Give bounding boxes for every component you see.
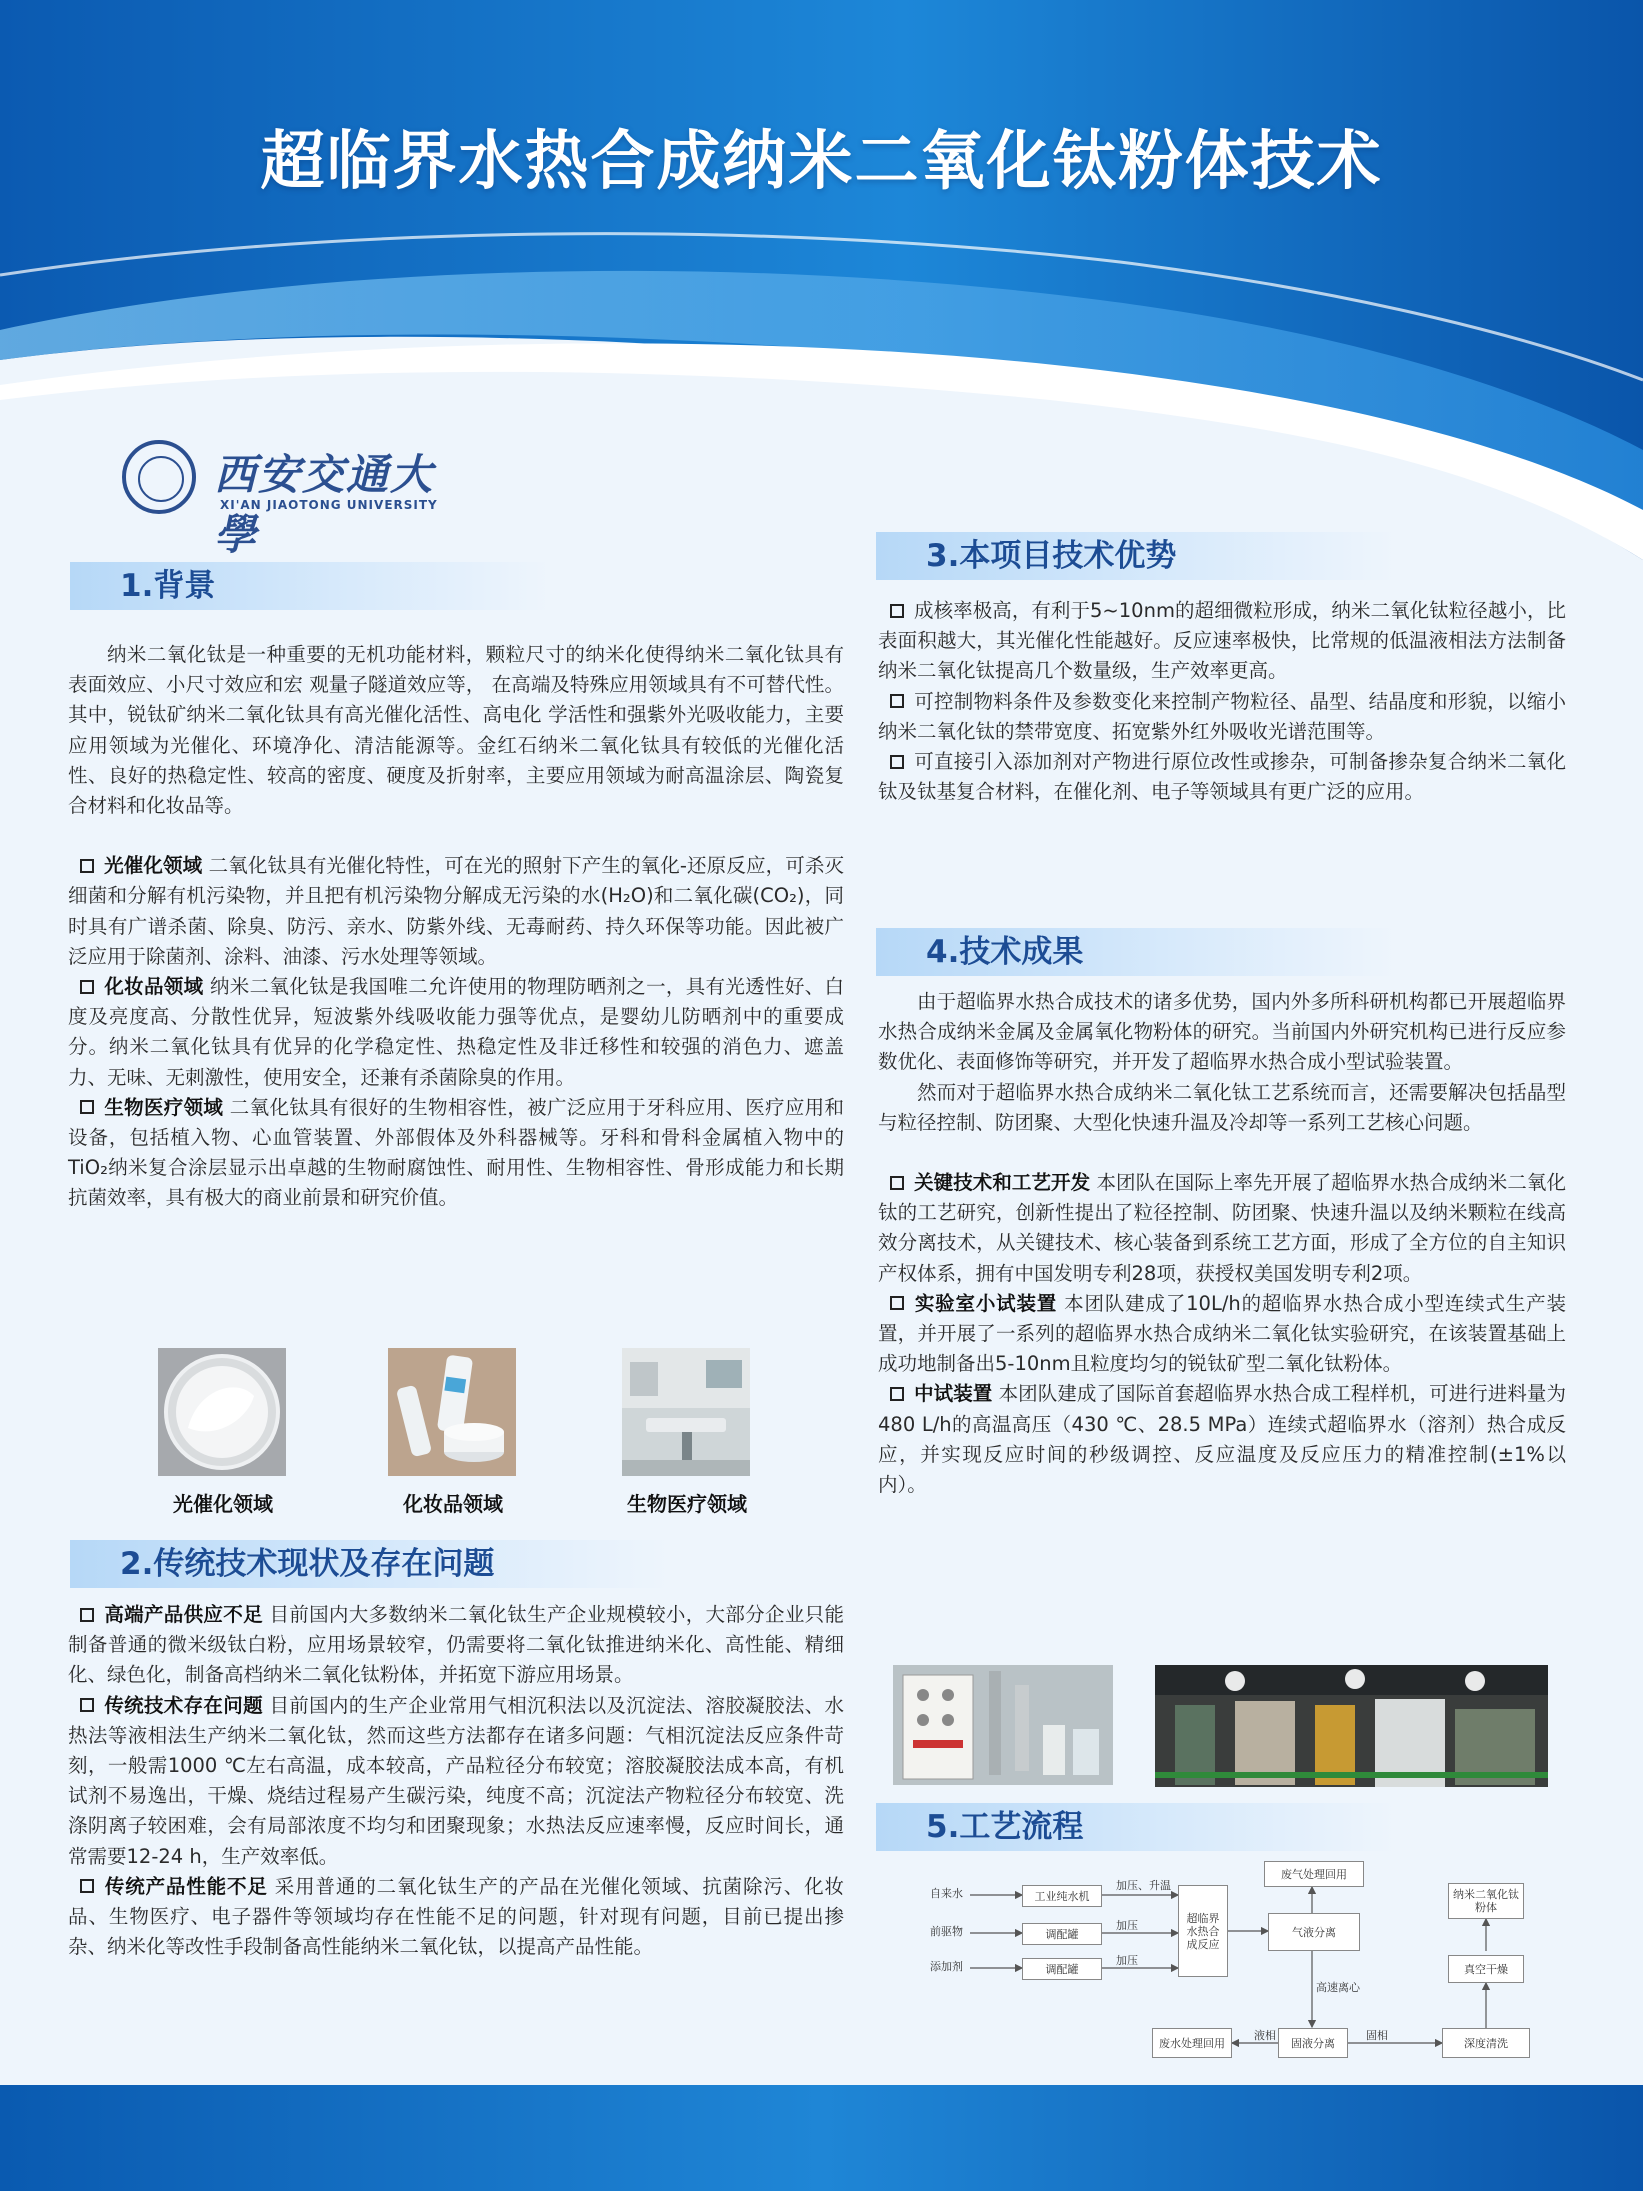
flow-node-tank1: 调配罐 bbox=[1022, 1923, 1102, 1945]
cosmetics-photo bbox=[388, 1348, 516, 1476]
flow-edge-pressurize: 加压 bbox=[1116, 1919, 1138, 1932]
flow-node-product: 纳米二氧化钛粉体 bbox=[1448, 1883, 1524, 1919]
poster-title: 超临界水热合成纳米二氧化钛粉体技术 bbox=[260, 125, 1383, 199]
flow-node-purifier: 工业纯水机 bbox=[1022, 1885, 1102, 1907]
flow-label-additive: 添加剂 bbox=[930, 1960, 963, 1973]
results-paragraph: 由于超临界水热合成技术的诸多优势，国内外多所科研机构都已开展超临界水热合成纳米金属及金属氧化物粉体的研究。当前国内外研究机构已进行反应参数优化、表面修饰等研究，并开发了超临界水热合成小型试验装置。 bbox=[878, 990, 1566, 1074]
flow-edge-centrifuge: 高速离心 bbox=[1316, 1981, 1360, 1994]
results-text bbox=[878, 987, 1566, 1500]
background-item: 化妆品领域 纳米二氧化钛是我国唯二允许使用的物理防晒剂之一，具有光透性好、白度及亮度高、分散性优异，短波紫外线吸收能力强等优点，是婴幼儿防晒剂中的重要成分。纳米二氧化钛具有优异的化学稳定性、热稳定性及非迁移性和较强的消色力、遮盖力、无味、无刺激性，使用安全，还兼有杀菌除臭的作用。 bbox=[68, 975, 844, 1089]
flow-label-water: 自来水 bbox=[930, 1887, 963, 1900]
pilot-plant-photo bbox=[1155, 1665, 1548, 1787]
tradition-item: 传统产品性能不足 采用普通的二氧化钛生产的产品在光催化领域、抗菌除污、化妆品、生物医疗、电子器件等领域均存在性能不足的问题，针对现有问题，目前已提出掺杂、纳米化等改性手段制备高性能纳米二氧化钛，以提高产品性能。 bbox=[68, 1874, 844, 1959]
flow-node-gas-liquid: 气液分离 bbox=[1268, 1913, 1360, 1951]
caption-photocatalysis: 光催化领域 bbox=[173, 1492, 273, 1516]
background-item: 生物医疗领域 二氧化钛具有很好的生物相容性，被广泛应用于牙科应用、医疗应用和设备，包括植入物、心血管装置、外部假体及外科器械等。牙科和骨科金属植入物中的TiO₂纳米复合涂层显示出卓越的生物耐腐蚀性、耐用性、生物相容性、骨形成能力和长期抗菌效率，具有极大的商业前景和研究价值。 bbox=[68, 1095, 844, 1210]
advantage-item: 可控制物料条件及参数变化来控制产物粒径、晶型、结晶度和形貌，以缩小纳米二氧化钛的禁带宽度、拓宽紫外红外吸收光谱范围等。 bbox=[878, 689, 1566, 743]
university-name-en: XI'AN JIAOTONG UNIVERSITY bbox=[220, 498, 438, 512]
flow-node-waste-gas: 废气处理回用 bbox=[1264, 1861, 1364, 1887]
bullet-square-icon bbox=[890, 694, 904, 708]
flow-edge-pressurize: 加压 bbox=[1116, 1954, 1138, 1967]
bullet-square-icon bbox=[80, 1879, 94, 1893]
flow-node-reactor: 超临界水热合成反应 bbox=[1178, 1885, 1228, 1977]
section-heading-results: 4.技术成果 bbox=[876, 928, 1396, 976]
flow-edge-solid: 固相 bbox=[1366, 2029, 1388, 2042]
background-intro: 纳米二氧化钛是一种重要的无机功能材料，颗粒尺寸的纳米化使得纳米二氧化钛具有表面效应、小尺寸效应和宏 观量子隧道效应等， 在高端及特殊应用领域具有不可替代性。其中，锐钛矿纳米二氧化钛具有高光催化活性、高电化 学活性和强紫外光吸收能力，主要应用领域为光催化、环境净化、清洁能源等。金红石纳米二氧化钛具有较低的光催化活性、良好的热稳定性、较高的密度、硬度及折射率，主要应用领域为耐高温涂层、陶瓷复合材料和化妆品等。 bbox=[68, 643, 844, 818]
bullet-square-icon bbox=[80, 1100, 94, 1114]
flow-node-tank2: 调配罐 bbox=[1022, 1958, 1102, 1980]
section-heading-process: 5.工艺流程 bbox=[876, 1803, 1396, 1851]
flow-node-solid-liquid: 固液分离 bbox=[1278, 2028, 1348, 2058]
tradition-text bbox=[68, 1600, 844, 1962]
bullet-square-icon bbox=[890, 755, 904, 769]
section-heading-advantages: 3.本项目技术优势 bbox=[876, 532, 1396, 580]
caption-medical: 生物医疗领域 bbox=[627, 1492, 747, 1516]
results-item: 实验室小试装置 本团队建成了10L/h的超临界水热合成小型连续式生产装置，并开展了一系列的超临界水热合成纳米二氧化钛实验研究，在该装置基础上成功地制备出5-10nm且粒度均匀的锐钛矿型二氧化钛粉体。 bbox=[878, 1291, 1566, 1376]
flow-edge-liquid: 液相 bbox=[1254, 2029, 1276, 2042]
advantages-text bbox=[878, 596, 1566, 807]
section-heading-background: 1.背景 bbox=[70, 562, 550, 610]
tradition-item: 传统技术存在问题 目前国内的生产企业常用气相沉积法以及沉淀法、溶胶凝胶法、水热法等液相法生产纳米二氧化钛，然而这些方法都存在诸多问题：气相沉淀法反应条件苛刻，一般需1000 ℃左右高温，成本较高，产品粒径分布较宽；溶胶凝胶法成本高，有机试剂不易逸出，干燥、烧结过程易产生碳污染，纯度不高；沉淀法产物粒径分布较宽、洗涤阴离子较困难，会有局部浓度不均匀和团聚现象；水热法反应速率慢，反应时间长，通常需要12-24 h，生产效率低。 bbox=[68, 1693, 844, 1868]
flow-node-waste-water: 废水处理回用 bbox=[1152, 2028, 1232, 2058]
lab-device-photo bbox=[893, 1665, 1113, 1785]
section-heading-tradition: 2.传统技术现状及存在问题 bbox=[70, 1540, 670, 1588]
flow-edge-heat: 加压、升温 bbox=[1116, 1879, 1171, 1892]
bullet-square-icon bbox=[80, 859, 94, 873]
background-text bbox=[68, 640, 844, 1214]
bullet-square-icon bbox=[80, 980, 94, 994]
bullet-square-icon bbox=[80, 1608, 94, 1622]
background-item: 光催化领域 二氧化钛具有光催化特性，可在光的照射下产生的氧化-还原反应，可杀灭细菌和分解有机污染物，并且把有机污染物分解成无污染的水(H₂O)和二氧化碳(CO₂)，同时具有广谱杀菌、除臭、防污、亲水、防紫外线、无毒耐药、持久环保等功能。因此被广泛应用于除菌剂、涂料、油漆、污水处理等领域。 bbox=[68, 854, 844, 968]
results-item: 中试装置 本团队建成了国际首套超临界水热合成工程样机，可进行进料量为480 L/h的高温高压（430 ℃、28.5 MPa）连续式超临界水（溶剂）热合成反应，并实现反应时间的秒级调控、反应温度及反应压力的精准控制(±1%以内）。 bbox=[878, 1382, 1566, 1497]
advantage-item: 成核率极高，有利于5~10nm的超细微粒形成，纳米二氧化钛粒径越小，比表面积越大，其光催化性能越好。反应速率极快，比常规的低温液相法方法制备纳米二氧化钛提高几个数量级，生产效率更高。 bbox=[878, 599, 1566, 683]
tradition-item: 高端产品供应不足 目前国内大多数纳米二氧化钛生产企业规模较小，大部分企业只能制备普通的微米级钛白粉，应用场景较窄，仍需要将二氧化钛推进纳米化、高性能、精细化、绿色化，制备高档纳米二氧化钛粉体，并拓宽下游应用场景。 bbox=[68, 1603, 844, 1687]
flow-node-dry: 真空干燥 bbox=[1448, 1955, 1524, 1983]
flow-label-precursor: 前驱物 bbox=[930, 1925, 963, 1938]
bullet-square-icon bbox=[890, 1296, 904, 1310]
caption-cosmetics: 化妆品领域 bbox=[403, 1492, 503, 1516]
bullet-square-icon bbox=[80, 1698, 94, 1712]
bullet-square-icon bbox=[890, 1176, 904, 1190]
footer-band bbox=[0, 2085, 1643, 2191]
results-item: 关键技术和工艺开发 本团队在国际上率先开展了超临界水热合成纳米二氧化钛的工艺研究，创新性提出了粒径控制、防团聚、快速升温以及纳米颗粒在线高效分离技术，从关键技术、核心装备到系统工艺方面，形成了全方位的自主知识产权体系，拥有中国发明专利28项，获授权美国发明专利2项。 bbox=[878, 1171, 1566, 1285]
medical-room-photo bbox=[622, 1348, 750, 1476]
university-logo bbox=[122, 440, 452, 559]
advantage-item: 可直接引入添加剂对产物进行原位改性或掺杂，可制备掺杂复合纳米二氧化钛及钛基复合材料，在催化剂、电子等领域具有更广泛的应用。 bbox=[878, 750, 1566, 804]
university-name-cn: 西安交通大學 bbox=[214, 450, 435, 559]
process-flowchart bbox=[930, 1855, 1570, 2095]
bullet-square-icon bbox=[890, 1387, 904, 1401]
flow-node-wash: 深度清洗 bbox=[1442, 2028, 1530, 2058]
photocatalysis-photo bbox=[158, 1348, 286, 1476]
university-seal-icon bbox=[122, 440, 196, 514]
results-paragraph: 然而对于超临界水热合成纳米二氧化钛工艺系统而言，还需要解决包括晶型与粒径控制、防团聚、大型化快速升温及冷却等一系列工艺核心问题。 bbox=[878, 1080, 1566, 1134]
bullet-square-icon bbox=[890, 604, 904, 618]
